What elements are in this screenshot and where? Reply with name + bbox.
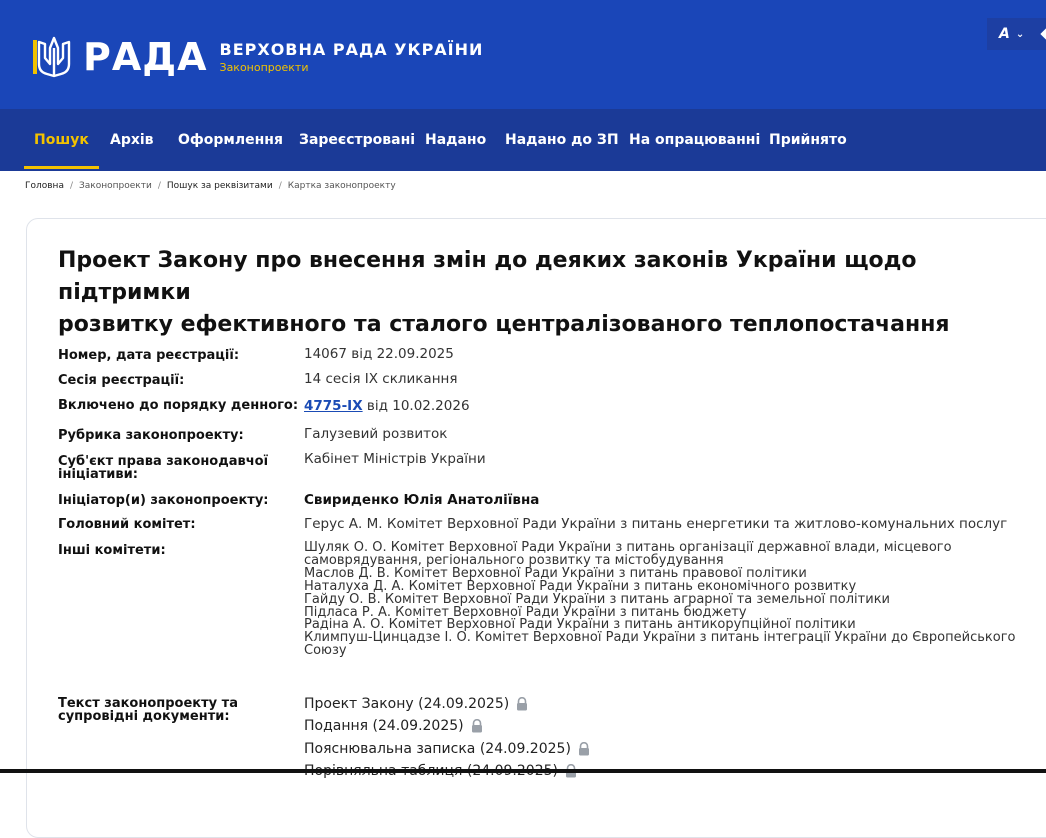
nav-item-registered[interactable]: Зареєстровані [299,132,416,148]
session-value: 14 сесія IX скликання [304,371,458,387]
font-size-label: A [999,26,1010,42]
nav-item-submitted-zp[interactable]: Надано до ЗП [505,132,619,148]
nav-item-adopted[interactable]: Прийнято [769,132,847,148]
committee-line: Шуляк О. О. Комітет Верховної Ради України з питань організації державної влади, місцевого [304,540,952,555]
rubric-value: Галузевий розвиток [304,426,448,442]
nav-item-submitted[interactable]: Надано [425,132,487,148]
initiator-value: Свириденко Юлія Анатоліївна [304,492,540,508]
committee-line: Наталуха Д. А. Комітет Верховної Ради України з питань економічного розвитку [304,578,857,594]
trident-icon [31,34,77,80]
nav-item-search[interactable]: Пошук [34,109,89,171]
doc-link[interactable]: Пояснювальна записка (24.09.2025) [304,741,571,757]
diamond-icon [1040,28,1046,39]
committee-line: Гайду О. В. Комітет Верховної Ради України з питань аграрної та земельної політики [304,591,890,607]
breadcrumb-bills[interactable]: Законопроекти [79,181,152,191]
docs-label: Текст законопроекту та супровідні документи: [58,696,238,724]
committee-line: Радіна А. О. Комітет Верховної Ради України з питань антикорупційної політики [304,617,856,633]
breadcrumb-home[interactable]: Головна [25,181,64,191]
main-committee-value: Герус А. М. Комітет Верховної Ради України з питань енергетики та житлово-комунальних послуг [304,516,1008,532]
subject-label: Суб'єкт права законодавчої ініціативи: [58,454,269,482]
breadcrumb-search[interactable]: Пошук за реквізитами [166,181,273,191]
committee-line: Підласа Р. А. Комітет Верховної Ради України з питань бюджету [304,604,747,620]
rubric-label: Рубрика законопроекту: [58,428,244,443]
initiator-label: Ініціатор(и) законопроекту: [58,493,269,508]
window-bottom-edge [0,769,1046,773]
main-nav [0,109,1046,171]
site-logo[interactable] [31,34,483,80]
agenda-label: Включено до порядку денного: [58,398,299,413]
lock-icon [577,742,591,756]
nav-item-processing[interactable]: На опрацюванні [629,132,761,148]
nav-item-drafting[interactable]: Оформлення [178,132,283,148]
lock-icon [515,697,529,711]
site-header [0,0,1046,109]
doc-item[interactable] [304,741,591,757]
doc-link[interactable]: Подання (24.09.2025) [304,718,464,734]
nav-item-archive[interactable]: Архів [110,132,154,148]
agenda-value: 4775-IX від 10.02.2026 [304,398,470,414]
logo-wordmark: РАДА [83,35,208,79]
committee-line: самоврядування, регіонального розвитку та містобудування [304,552,724,568]
committee-line: Маслов Д. В. Комітет Верховної Ради України з питань правової політики [304,565,807,581]
chevron-down-icon: ⌄ [1015,28,1025,40]
committee-line: Климпуш-Цинцадзе І. О. Комітет Верховної Ради України з питань інтеграції України до Європейського [304,630,1016,646]
lock-icon [470,719,484,733]
doc-link[interactable]: Проект Закону (24.09.2025) [304,696,510,712]
site-title: ВЕРХОВНА РАДА УКРАЇНИ [219,40,484,59]
committee-line: Союзу [304,643,347,659]
session-label: Сесія реєстрації: [58,373,185,388]
agenda-link[interactable]: 4775-IX [304,398,363,414]
site-subtitle: Законопроекти [219,61,309,74]
main-committee-label: Головний комітет: [58,517,196,532]
other-committees-list [304,542,1024,658]
reg-value: 14067 від 22.09.2025 [304,346,454,362]
bill-title: Проект Закону про внесення змін до деяких законів України щодо підтримки розвитку ефективного та сталого централізованого теплопостачання [58,248,950,337]
doc-item[interactable] [304,696,529,712]
reg-label: Номер, дата реєстрації: [58,348,240,363]
breadcrumb-current: Картка законопроекту [287,181,396,191]
breadcrumb: Головна / Законопроекти / Пошук за реквізитами / Картка законопроекту [25,181,396,191]
other-committees-label: Інші комітети: [58,543,166,558]
font-size-switcher[interactable] [987,18,1046,50]
subject-value: Кабінет Міністрів України [304,451,486,467]
doc-item[interactable] [304,718,484,734]
